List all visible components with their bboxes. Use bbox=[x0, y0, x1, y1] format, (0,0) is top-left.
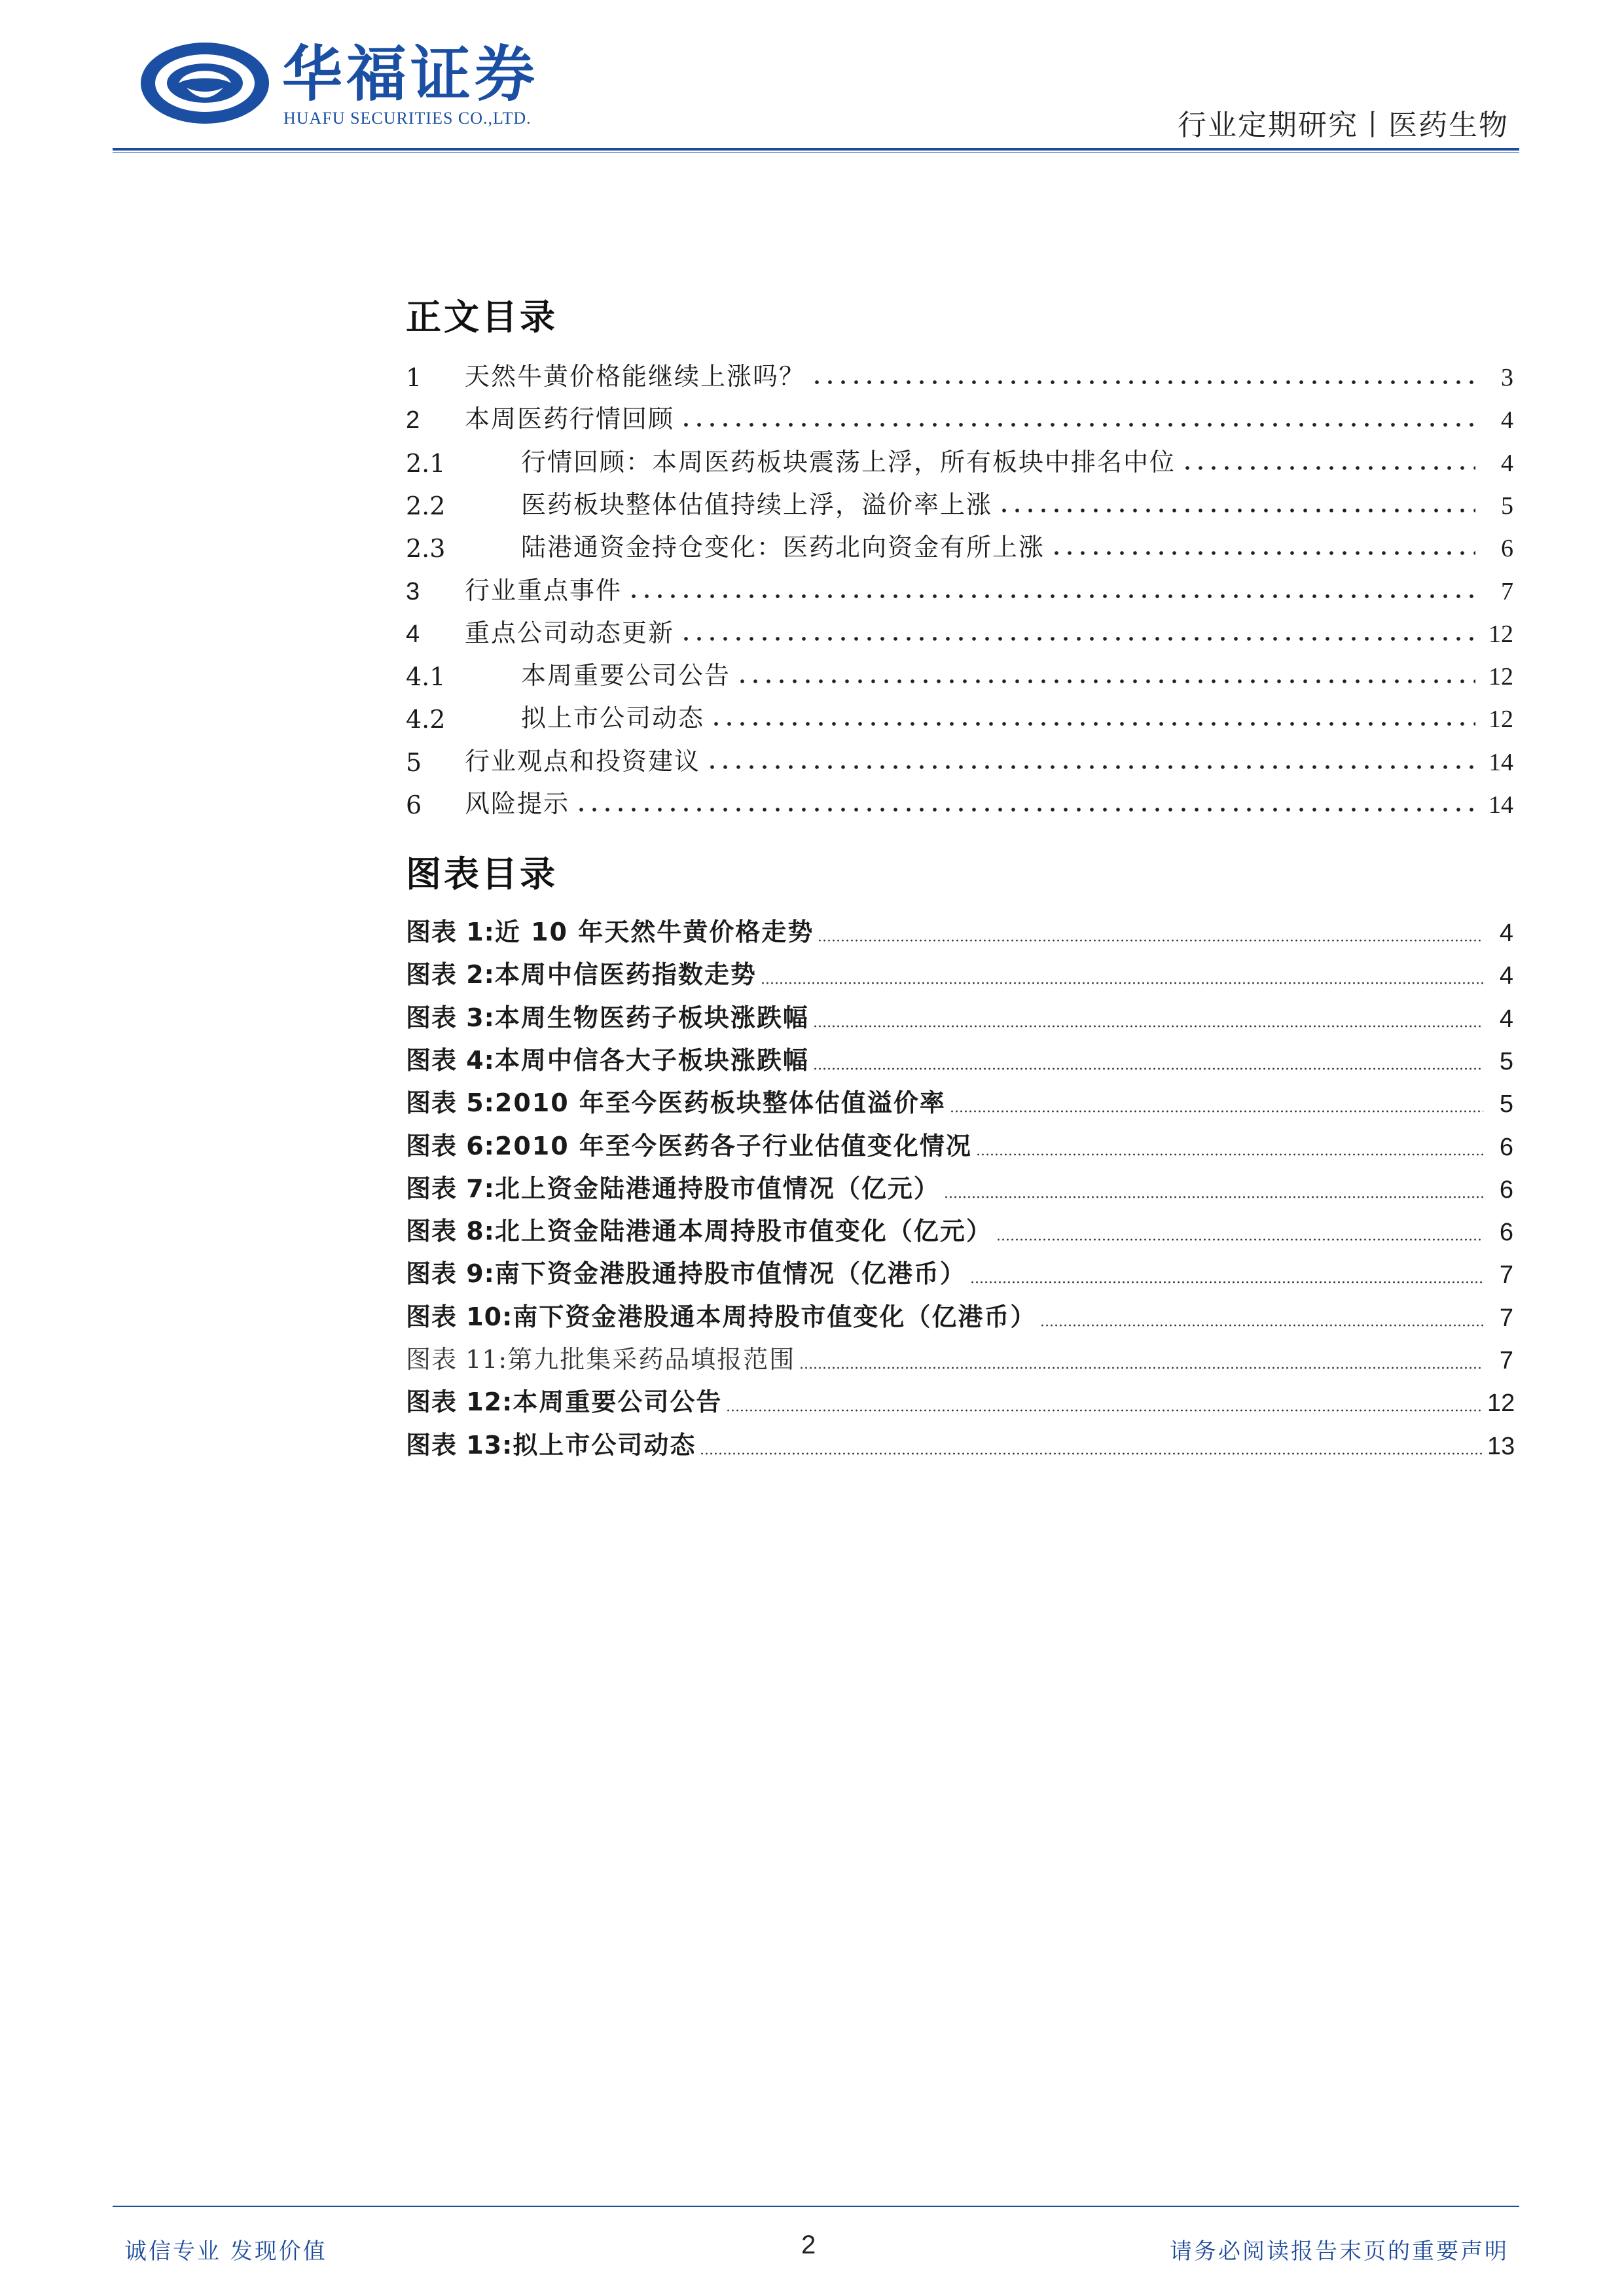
toc-entry-title: 重点公司动态更新 bbox=[465, 618, 675, 647]
figure-entry-title: 本周中信各大子板块涨跌幅 bbox=[494, 1045, 809, 1075]
figure-entry[interactable] bbox=[406, 1253, 1513, 1289]
figure-entry-label: 图表 12: bbox=[406, 1388, 513, 1417]
page-number: 2 bbox=[801, 2231, 816, 2259]
toc-heading: 正文目录 bbox=[406, 296, 558, 338]
figure-entry-title: 北上资金陆港通本周持股市值变化（亿元） bbox=[494, 1217, 992, 1246]
figure-entry[interactable] bbox=[406, 1125, 1513, 1162]
toc-entry-title: 本周医药行情回顾 bbox=[465, 404, 675, 434]
toc-dot-leader bbox=[810, 379, 1475, 386]
figure-entry-title: 近 10 年天然牛黄价格走势 bbox=[494, 918, 814, 946]
figure-entry-title: 北上资金陆港通持股市值情况（亿元） bbox=[494, 1174, 940, 1203]
toc-entry[interactable] bbox=[406, 398, 1513, 435]
figure-entry[interactable] bbox=[406, 911, 1513, 948]
figure-entry-title: 2010 年至今医药各子行业估值变化情况 bbox=[494, 1131, 972, 1160]
figure-entry-title: 本周重要公司公告 bbox=[513, 1388, 723, 1417]
figure-entry[interactable] bbox=[406, 1296, 1513, 1333]
toc-entry[interactable] bbox=[406, 697, 1513, 734]
figure-dot-leader bbox=[700, 1452, 1483, 1455]
toc-entry[interactable] bbox=[406, 740, 1513, 777]
toc-dot-leader bbox=[710, 721, 1475, 727]
toc-entry-page: 7 bbox=[1501, 577, 1513, 605]
toc-entry-title: 拟上市公司动态 bbox=[521, 704, 705, 733]
figure-dot-leader bbox=[726, 1409, 1483, 1412]
figure-dot-leader bbox=[813, 1025, 1483, 1028]
huafu-logo-icon bbox=[139, 41, 270, 126]
toc-entry-page: 12 bbox=[1489, 620, 1513, 648]
figure-entry-label: 图表 6: bbox=[406, 1131, 495, 1160]
figure-dot-leader bbox=[799, 1367, 1483, 1369]
toc-entry[interactable] bbox=[406, 783, 1513, 819]
figure-entry-label: 图表 11: bbox=[406, 1345, 508, 1374]
toc-entry-number: 2.1 bbox=[406, 448, 446, 478]
toc-entry-number: 4.1 bbox=[406, 662, 446, 692]
figure-dot-leader bbox=[970, 1281, 1483, 1283]
figure-entry-label: 图表 3: bbox=[406, 1003, 495, 1032]
toc-entry-title: 天然牛黄价格能继续上涨吗？ bbox=[465, 362, 806, 391]
figure-entry-label: 图表 7: bbox=[406, 1174, 495, 1203]
toc-entry-page: 14 bbox=[1489, 748, 1513, 776]
toc-dot-leader bbox=[998, 507, 1475, 514]
figure-entry-page: 4 bbox=[1499, 1005, 1513, 1033]
toc-entry-number: 2.3 bbox=[406, 534, 446, 564]
toc-entry-page: 4 bbox=[1501, 449, 1513, 477]
figure-entry-label: 图表 13: bbox=[406, 1430, 513, 1460]
figure-entry-title: 第九批集采药品填报范围 bbox=[507, 1345, 796, 1374]
figure-dot-leader bbox=[1040, 1324, 1483, 1327]
toc-entry[interactable] bbox=[406, 484, 1513, 520]
figure-dot-leader bbox=[818, 939, 1483, 942]
figure-entry[interactable] bbox=[406, 1168, 1513, 1204]
figure-entry-title: 2010 年至今医药板块整体估值溢价率 bbox=[494, 1088, 946, 1118]
toc-entry-page: 4 bbox=[1501, 406, 1513, 435]
figure-entry-page: 6 bbox=[1499, 1133, 1513, 1161]
figure-entry-title: 本周中信医药指数走势 bbox=[494, 960, 757, 990]
figure-entry[interactable] bbox=[406, 1039, 1513, 1076]
figure-entry-page: 4 bbox=[1499, 920, 1513, 947]
toc-entry[interactable] bbox=[406, 526, 1513, 563]
toc-entry-title: 医药板块整体估值持续上浮，溢价率上涨 bbox=[521, 490, 993, 519]
toc-dot-leader bbox=[706, 764, 1475, 770]
figure-entry-label: 图表 10: bbox=[406, 1302, 513, 1331]
toc-entry[interactable] bbox=[406, 655, 1513, 691]
toc-entry[interactable] bbox=[406, 612, 1513, 649]
toc-dot-leader bbox=[1050, 550, 1475, 556]
figure-dot-leader bbox=[976, 1153, 1483, 1156]
figure-entry-page: 6 bbox=[1499, 1175, 1513, 1204]
footer-divider bbox=[113, 2206, 1519, 2207]
toc-dot-leader bbox=[736, 678, 1475, 685]
toc-entry-number: 3 bbox=[406, 577, 420, 605]
company-logo bbox=[139, 41, 545, 126]
report-type: 行业定期研究丨医药生物 bbox=[1178, 109, 1509, 142]
toc-entry-title: 风险提示 bbox=[465, 789, 570, 818]
toc-entry-page: 12 bbox=[1489, 706, 1513, 734]
toc-entry-number: 4.2 bbox=[406, 705, 446, 734]
figure-entry[interactable] bbox=[406, 1210, 1513, 1247]
figure-entry-label: 图表 2: bbox=[406, 960, 495, 990]
toc-entry-title: 行业重点事件 bbox=[465, 575, 623, 605]
toc-entry-number: 5 bbox=[406, 747, 422, 777]
toc-entry-page: 14 bbox=[1489, 791, 1513, 819]
figure-entry-title: 拟上市公司动态 bbox=[513, 1430, 696, 1460]
figure-entry[interactable] bbox=[406, 954, 1513, 990]
figure-entry-label: 图表 9: bbox=[406, 1259, 495, 1289]
toc-entry[interactable] bbox=[406, 569, 1513, 606]
figure-entry[interactable] bbox=[406, 1381, 1513, 1418]
toc-dot-leader bbox=[627, 593, 1475, 600]
toc-entry-title: 本周重要公司公告 bbox=[521, 661, 731, 691]
figure-entry-page: 5 bbox=[1499, 1047, 1513, 1075]
toc-entry-page: 12 bbox=[1489, 663, 1513, 691]
figure-entry[interactable] bbox=[406, 1424, 1513, 1461]
figure-entry-page: 7 bbox=[1499, 1347, 1513, 1374]
toc-entry-title: 陆港通资金持仓变化：医药北向资金有所上涨 bbox=[521, 533, 1045, 562]
company-name-cn: 华福证券 bbox=[282, 39, 539, 109]
figure-entry-label: 图表 1: bbox=[406, 918, 495, 946]
figure-entry-page: 5 bbox=[1499, 1090, 1513, 1119]
header-divider bbox=[113, 148, 1519, 151]
figure-dot-leader bbox=[996, 1238, 1483, 1241]
figure-entry-title: 南下资金港股通持股市值情况（亿港币） bbox=[494, 1259, 966, 1289]
figure-entry[interactable] bbox=[406, 1338, 1513, 1375]
figure-entry-page: 13 bbox=[1487, 1432, 1515, 1460]
toc-dot-leader bbox=[575, 806, 1475, 813]
toc-dot-leader bbox=[679, 422, 1475, 428]
figure-entry-page: 6 bbox=[1499, 1219, 1513, 1247]
toc-dot-leader bbox=[679, 636, 1475, 642]
figure-entry[interactable] bbox=[406, 997, 1513, 1033]
figure-entry-label: 图表 4: bbox=[406, 1045, 495, 1075]
header-divider-thin bbox=[113, 152, 1519, 153]
figures-heading: 图表目录 bbox=[406, 853, 558, 895]
figure-entry-title: 本周生物医药子板块涨跌幅 bbox=[494, 1003, 809, 1032]
figure-entry[interactable] bbox=[406, 1082, 1513, 1119]
figure-entry-page: 7 bbox=[1499, 1261, 1513, 1289]
figure-entry-title: 南下资金港股通本周持股市值变化（亿港币） bbox=[513, 1302, 1037, 1331]
toc-entry-number: 1 bbox=[406, 363, 422, 392]
toc-entry-page: 6 bbox=[1501, 535, 1513, 563]
toc-entry[interactable] bbox=[406, 441, 1513, 478]
figure-entry-label: 图表 5: bbox=[406, 1088, 495, 1118]
figure-entry-page: 12 bbox=[1487, 1390, 1515, 1418]
toc-entry-title: 行业观点和投资建议 bbox=[465, 746, 701, 776]
toc-entry[interactable] bbox=[406, 355, 1513, 392]
figure-dot-leader bbox=[944, 1196, 1483, 1198]
footer-disclaimer: 请务必阅读报告末页的重要声明 bbox=[1170, 2238, 1509, 2265]
footer-slogan: 诚信专业 发现价值 bbox=[124, 2238, 327, 2265]
toc-entry-number: 2 bbox=[406, 406, 420, 435]
figure-entry-page: 4 bbox=[1499, 962, 1513, 990]
figure-dot-leader bbox=[813, 1067, 1483, 1070]
company-name-en: HUAFU SECURITIES CO.,LTD. bbox=[283, 109, 532, 128]
toc-entry-page: 5 bbox=[1501, 492, 1513, 520]
figure-entry-page: 7 bbox=[1499, 1304, 1513, 1332]
toc-entry-number: 2.2 bbox=[406, 491, 446, 520]
toc-dot-leader bbox=[1181, 465, 1475, 471]
figure-entry-label: 图表 8: bbox=[406, 1217, 495, 1246]
toc-entry-number: 4 bbox=[406, 620, 420, 648]
toc-entry-title: 行情回顾：本周医药板块震荡上浮，所有板块中排名中位 bbox=[521, 447, 1176, 476]
figure-dot-leader bbox=[950, 1110, 1483, 1113]
toc-entry-number: 6 bbox=[406, 791, 422, 819]
toc-entry-page: 3 bbox=[1501, 364, 1513, 391]
figure-dot-leader bbox=[761, 982, 1483, 984]
